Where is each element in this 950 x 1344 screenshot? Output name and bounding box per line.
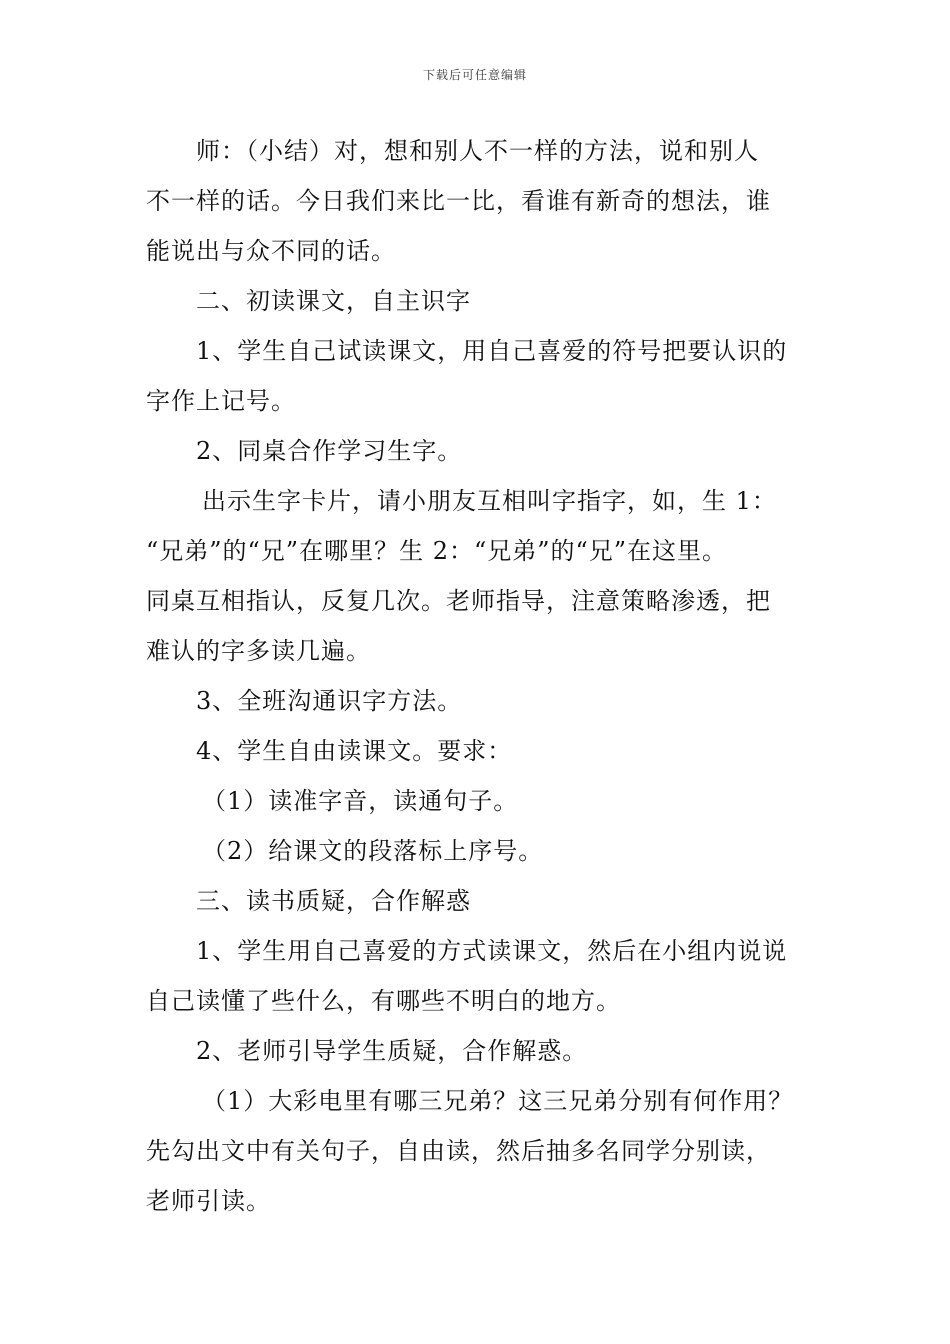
text-line: 同桌互相指认，反复几次。老师指导，注意策略渗透，把 <box>146 587 771 615</box>
text-line: 老师引读。 <box>146 1187 271 1215</box>
text-line: （2）给课文的段落标上序号。 <box>202 837 544 865</box>
text-line: 能说出与众不同的话。 <box>146 237 396 265</box>
text-line: 2、同桌合作学习生字。 <box>196 437 463 465</box>
text-line: 先勾出文中有关句子，自由读，然后抽多名同学分别读， <box>146 1137 771 1165</box>
text-line: 字作上记号。 <box>146 387 296 415</box>
text-line: 3、全班沟通识字方法。 <box>196 687 463 715</box>
text-line: “兄弟”的“兄”在哪里？生 2：“兄弟”的“兄”在这里。 <box>146 537 728 565</box>
text-line: 师：（小结）对，想和别人不一样的方法，说和别人 <box>196 137 759 165</box>
text-line: 自己读懂了些什么，有哪些不明白的地方。 <box>146 987 621 1015</box>
text-line: 1、学生自己试读课文，用自己喜爱的符号把要认识的 <box>196 337 788 365</box>
text-line: 出示生字卡片，请小朋友互相叫字指字，如，生 1： <box>202 487 777 515</box>
text-line: 2、老师引导学生质疑，合作解惑。 <box>196 1037 588 1065</box>
text-line: 1、学生用自己喜爱的方式读课文，然后在小组内说说 <box>196 937 788 965</box>
page-header: 下载后可任意编辑 <box>422 68 527 82</box>
section-heading: 三、读书质疑，合作解惑 <box>196 887 471 915</box>
section-heading: 二、初读课文，自主识字 <box>196 287 471 315</box>
text-line: 4、学生自由读课文。要求： <box>196 737 513 765</box>
document-body <box>146 126 816 1226</box>
text-line: （1）大彩电里有哪三兄弟？这三兄弟分别有何作用？ <box>202 1087 794 1115</box>
text-line: 不一样的话。今日我们来比一比，看谁有新奇的想法，谁 <box>146 187 771 215</box>
text-line: （1）读准字音，读通句子。 <box>202 787 519 815</box>
text-line: 难认的字多读几遍。 <box>146 637 371 665</box>
